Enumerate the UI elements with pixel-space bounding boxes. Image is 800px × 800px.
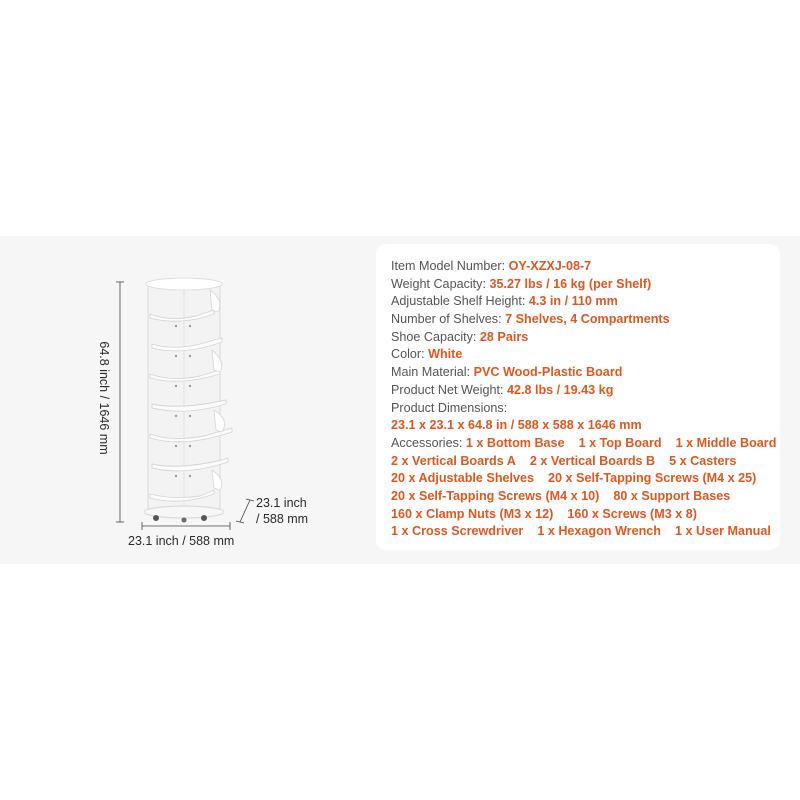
accessory-item: 1 x Hexagon Wrench: [537, 524, 661, 539]
height-dimension-line: [116, 282, 124, 522]
spec-accessories-row: [391, 523, 781, 541]
spec-color: Color: White: [391, 347, 463, 362]
spec-shelf-height: Adjustable Shelf Height: 4.3 in / 110 mm: [391, 294, 618, 309]
depth-dimension-label: 23.1 inch: [256, 496, 307, 510]
spec-accessories-row: [391, 470, 781, 488]
accessory-item: 20 x Adjustable Shelves: [391, 471, 535, 486]
accessory-item: 5 x Casters: [669, 453, 737, 468]
accessory-item: 1 x Middle Board: [675, 435, 777, 450]
accessory-item: 160 x Screws (M3 x 8): [567, 506, 697, 521]
accessory-item: 2 x Vertical Boards B: [529, 453, 656, 468]
accessory-item: 20 x Self-Tapping Screws (M4 x 10): [391, 488, 600, 503]
accessory-item: 2 x Vertical Boards A: [391, 453, 516, 468]
accessory-item: 1 x Top Board: [578, 435, 662, 450]
spec-accessories-row: [391, 453, 781, 471]
depth-dimension-label-mm: / 588 mm: [256, 512, 309, 526]
spec-list: [391, 258, 781, 541]
spec-weight-capacity: Weight Capacity: 35.27 lbs / 16 kg (per Shelf): [391, 276, 652, 291]
accessory-item: 1 x Bottom Base: [465, 435, 565, 450]
height-dimension-label: 64.8 inch / 1646 mm: [97, 341, 111, 455]
spec-accessories-row: [391, 506, 781, 524]
spec-accessories-row: Accessories: 1 x Bottom Base 1 x Top Board 1 x Middle Board: [391, 435, 777, 450]
shoe-tower-illustration: [0, 0, 370, 564]
spec-net-weight: Product Net Weight: 42.8 lbs / 19.43 kg: [391, 382, 614, 397]
spec-accessories-row: [391, 488, 781, 506]
accessory-item: 160 x Clamp Nuts (M3 x 12): [391, 506, 554, 521]
spec-dimensions-label: Product Dimensions:: [391, 400, 508, 415]
spec-shoe-capacity: Shoe Capacity: 28 Pairs: [391, 329, 529, 344]
depth-dimension-line: [236, 499, 254, 523]
spec-shelves: Number of Shelves: 7 Shelves, 4 Compartments: [391, 312, 670, 327]
spec-model: Item Model Number: OY-XZXJ-08-7: [391, 259, 592, 273]
width-dimension-line: [142, 522, 230, 530]
accessory-item: 20 x Self-Tapping Screws (M4 x 25): [548, 471, 757, 486]
tower-base: [144, 506, 224, 523]
width-dimension-label: 23.1 inch / 588 mm: [128, 534, 235, 548]
accessory-item: 1 x Cross Screwdriver: [391, 524, 524, 539]
accessory-item: 80 x Support Bases: [613, 488, 731, 503]
spec-material: Main Material: PVC Wood-Plastic Board: [391, 365, 623, 380]
accessory-item: 1 x User Manual: [674, 524, 771, 539]
spec-dimensions-value: 23.1 x 23.1 x 64.8 in / 588 x 588 x 1646 mm: [391, 418, 642, 433]
